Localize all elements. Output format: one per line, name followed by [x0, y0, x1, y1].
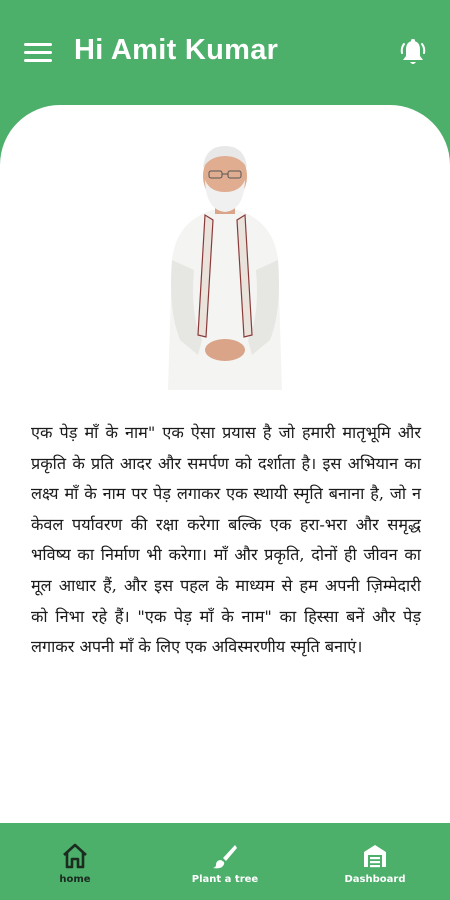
nav-dashboard-label: Dashboard	[344, 874, 406, 885]
nav-plant-a-tree-label: Plant a tree	[191, 874, 259, 885]
bottom-navigation	[0, 823, 450, 900]
leader-portrait-image	[150, 140, 300, 390]
home-icon	[61, 842, 89, 870]
nav-home-label: home	[59, 874, 91, 885]
menu-icon-bar	[24, 59, 52, 62]
bell-ring-icon	[400, 38, 426, 68]
menu-icon	[24, 43, 52, 46]
campaign-description: एक पेड़ माँ के नाम" एक ऐसा प्रयास है जो हमारी मातृभूमि और प्रकृति के प्रति आदर और समर्पण को दर्शाता है। इस अभियान का लक्ष्य माँ के नाम पर पेड़ लगाकर एक स्थायी स्मृति बनाना है, जो न केवल पर्यावरण की रक्षा करेगा बल्कि एक हरा-भरा और समृद्ध भविष्य का निर्माण भी करेगा। माँ और प्रकृति, दोनों ही जीवन का मूल आधार हैं, और इस पहल के माध्यम से हम अपनी ज़िम्मेदारी को निभा रहे हैं। "एक पेड़ माँ के नाम" का हिस्सा बनें और पेड़ लगाकर अपनी माँ के लिए एक अविस्मरणीय स्मृति बनाएं।	[31, 423, 421, 657]
app-bar	[0, 0, 450, 105]
menu-button[interactable]	[24, 40, 54, 66]
nav-home[interactable]	[0, 823, 150, 900]
brush-icon	[211, 842, 239, 870]
page-title: Hi Amit Kumar	[74, 34, 279, 66]
notification-button[interactable]	[400, 38, 426, 68]
menu-icon-bar	[24, 51, 52, 54]
warehouse-icon	[361, 842, 389, 870]
nav-dashboard[interactable]	[300, 823, 450, 900]
nav-plant-a-tree[interactable]	[150, 823, 300, 900]
